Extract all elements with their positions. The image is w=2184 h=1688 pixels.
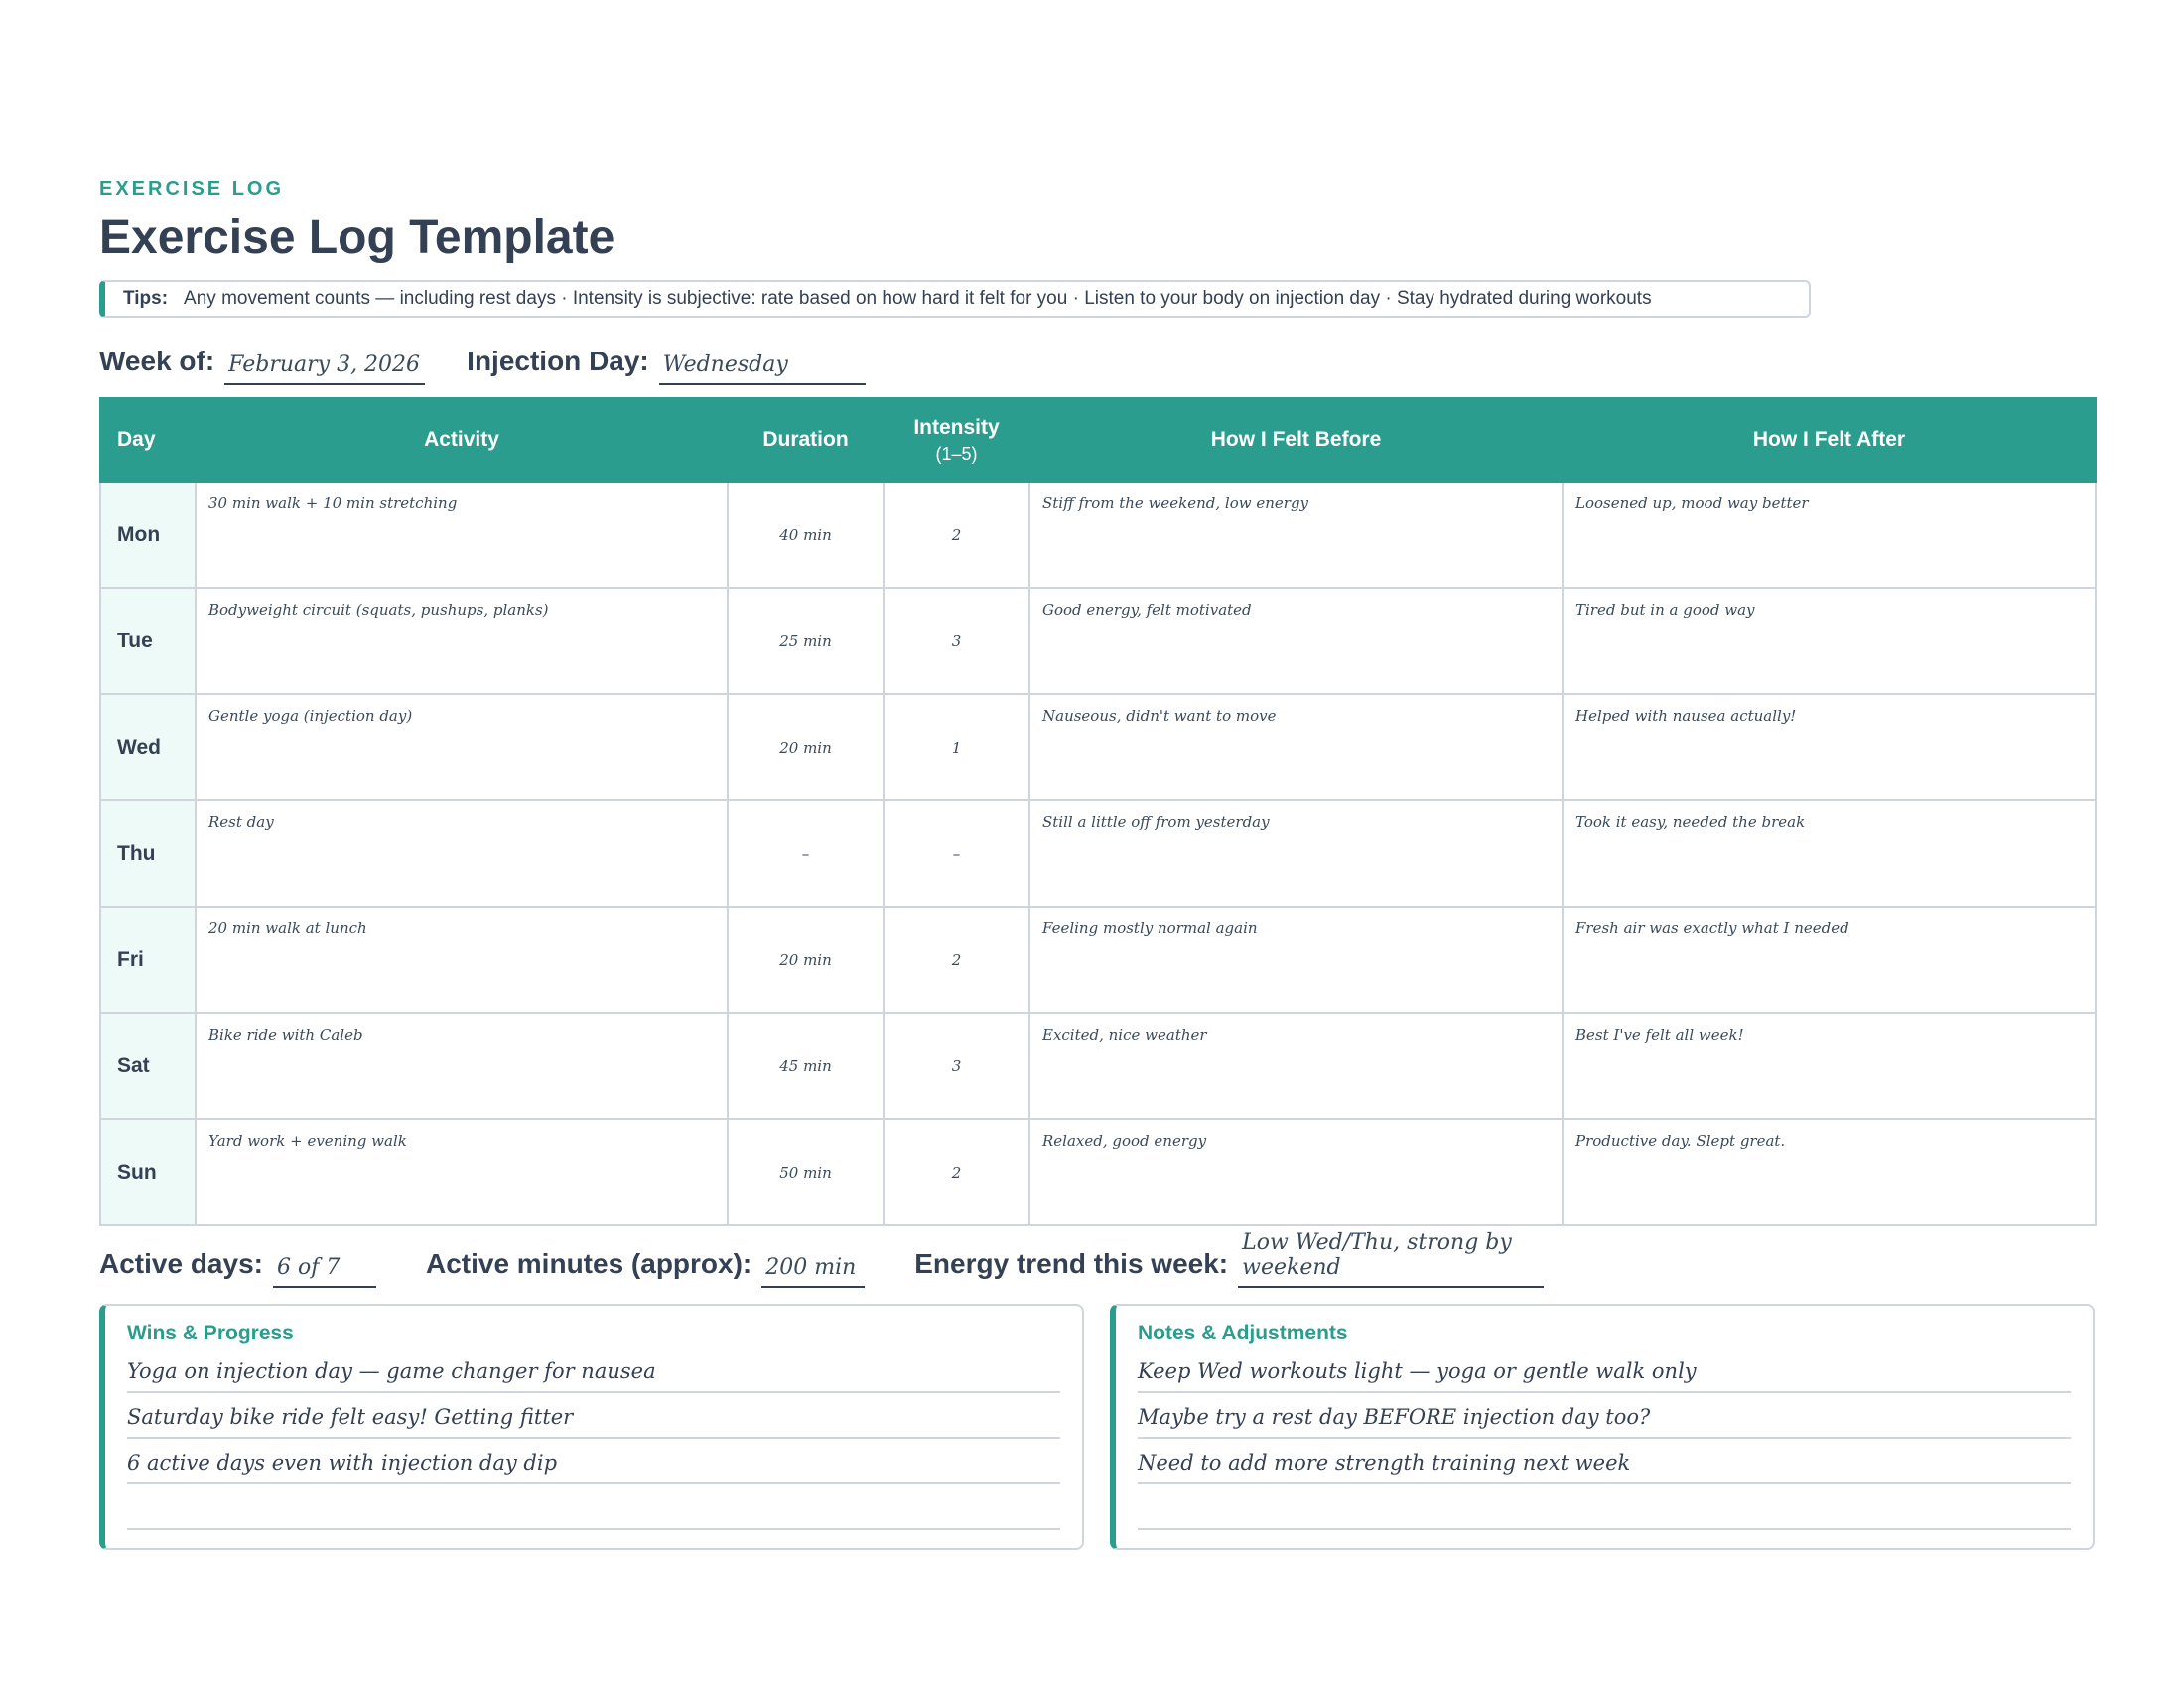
intensity-cell[interactable]: 2: [884, 907, 1029, 1013]
table-row: [100, 800, 2096, 907]
table-row: [100, 1119, 2096, 1225]
wins-line[interactable]: Yoga on injection day — game changer for nausea: [127, 1347, 1060, 1393]
active-days-group: [99, 1248, 376, 1288]
duration-cell[interactable]: 20 min: [728, 694, 884, 800]
day-cell: Fri: [100, 907, 196, 1013]
felt-before-cell[interactable]: [1029, 694, 1563, 800]
activity-cell[interactable]: [196, 694, 728, 800]
day-cell: Tue: [100, 588, 196, 694]
header-activity: Activity: [196, 398, 728, 482]
table-row: [100, 588, 2096, 694]
felt-after-entry: Best I've felt all week!: [1575, 1026, 1744, 1044]
felt-after-cell[interactable]: [1563, 482, 2096, 588]
duration-cell[interactable]: 40 min: [728, 482, 884, 588]
intensity-cell[interactable]: 2: [884, 1119, 1029, 1225]
duration-cell[interactable]: 20 min: [728, 907, 884, 1013]
felt-before-entry: Good energy, felt motivated: [1042, 601, 1252, 619]
felt-before-entry: Still a little off from yesterday: [1042, 813, 1270, 831]
header-felt-before: How I Felt Before: [1029, 398, 1563, 482]
active-minutes-label: Active minutes (approx):: [425, 1248, 752, 1279]
intensity-cell[interactable]: –: [884, 800, 1029, 907]
felt-after-entry: Fresh air was exactly what I needed: [1575, 919, 1849, 937]
felt-after-entry: Took it easy, needed the break: [1575, 813, 1806, 831]
header-day: Day: [100, 398, 196, 482]
active-days-field[interactable]: 6 of 7: [273, 1255, 376, 1288]
intensity-cell[interactable]: 3: [884, 588, 1029, 694]
energy-trend-group: [914, 1230, 1544, 1288]
table-header-row: [100, 398, 2096, 482]
duration-cell[interactable]: 45 min: [728, 1013, 884, 1119]
felt-after-cell[interactable]: [1563, 1013, 2096, 1119]
table-row: [100, 907, 2096, 1013]
day-cell: Wed: [100, 694, 196, 800]
wins-line[interactable]: 6 active days even with injection day dip: [127, 1439, 1060, 1484]
felt-after-cell[interactable]: [1563, 907, 2096, 1013]
header-duration: Duration: [728, 398, 884, 482]
felt-after-cell[interactable]: [1563, 694, 2096, 800]
activity-entry: 20 min walk at lunch: [208, 919, 367, 937]
notes-adjustments-title: Notes & Adjustments: [1138, 1322, 1348, 1344]
felt-before-cell[interactable]: [1029, 588, 1563, 694]
week-meta: [99, 332, 2095, 385]
felt-after-entry: Productive day. Slept great.: [1575, 1132, 1786, 1150]
energy-trend-field[interactable]: Low Wed/Thu, strong by weekend: [1238, 1230, 1544, 1288]
felt-before-cell[interactable]: [1029, 800, 1563, 907]
felt-before-cell[interactable]: [1029, 1013, 1563, 1119]
active-minutes-field[interactable]: 200 min: [761, 1255, 865, 1288]
notes-line[interactable]: Maybe try a rest day BEFORE injection day too?: [1138, 1393, 2071, 1439]
activity-entry: 30 min walk + 10 min stretching: [208, 494, 458, 512]
felt-before-cell[interactable]: [1029, 482, 1563, 588]
intensity-cell[interactable]: 1: [884, 694, 1029, 800]
table-row: [100, 694, 2096, 800]
day-cell: Sat: [100, 1013, 196, 1119]
activity-entry: Yard work + evening walk: [208, 1132, 407, 1150]
exercise-log-page: [99, 177, 2095, 1550]
felt-after-cell[interactable]: [1563, 588, 2096, 694]
notes-line[interactable]: [1138, 1484, 2071, 1530]
wins-line[interactable]: [127, 1484, 1060, 1530]
felt-after-entry: Tired but in a good way: [1575, 601, 1755, 619]
tips-text: Any movement counts — including rest days · Intensity is subjective: rate based on how hard it felt for you · Listen to your body on injection day · Stay hydrated during workouts: [184, 288, 1652, 309]
felt-before-entry: Relaxed, good energy: [1042, 1132, 1207, 1150]
header-intensity-scale: (1–5): [935, 443, 978, 464]
tips-label: Tips:: [123, 288, 169, 309]
page-title: Exercise Log Template: [99, 211, 615, 264]
wins-progress-box: [99, 1304, 1084, 1550]
day-cell: Mon: [100, 482, 196, 588]
activity-entry: Gentle yoga (injection day): [208, 707, 413, 725]
header-intensity: [884, 398, 1029, 482]
wins-line[interactable]: Saturday bike ride felt easy! Getting fitter: [127, 1393, 1060, 1439]
header-intensity-label: Intensity: [913, 415, 1000, 439]
activity-cell[interactable]: [196, 907, 728, 1013]
day-cell: Sun: [100, 1119, 196, 1225]
wins-progress-title: Wins & Progress: [127, 1322, 294, 1344]
activity-entry: Bike ride with Caleb: [208, 1026, 363, 1044]
felt-after-cell[interactable]: [1563, 1119, 2096, 1225]
energy-trend-label: Energy trend this week:: [914, 1248, 1229, 1279]
activity-cell[interactable]: [196, 1119, 728, 1225]
felt-after-entry: Loosened up, mood way better: [1575, 494, 1809, 512]
activity-cell[interactable]: [196, 588, 728, 694]
reflection-boxes: [99, 1304, 2095, 1550]
week-field[interactable]: February 3, 2026: [224, 352, 425, 385]
intensity-cell[interactable]: 3: [884, 1013, 1029, 1119]
duration-cell[interactable]: 50 min: [728, 1119, 884, 1225]
activity-entry: Rest day: [208, 813, 274, 831]
week-label: Week of:: [99, 346, 215, 376]
exercise-table: [99, 397, 2097, 1226]
tips-banner: [99, 280, 1811, 318]
activity-cell[interactable]: [196, 800, 728, 907]
injection-day-field[interactable]: Wednesday: [659, 352, 866, 385]
notes-adjustments-box: [1110, 1304, 2095, 1550]
activity-cell[interactable]: [196, 1013, 728, 1119]
felt-before-entry: Nauseous, didn't want to move: [1042, 707, 1277, 725]
table-row: [100, 1013, 2096, 1119]
table-row: [100, 482, 2096, 588]
felt-after-cell[interactable]: [1563, 800, 2096, 907]
duration-cell[interactable]: –: [728, 800, 884, 907]
intensity-cell[interactable]: 2: [884, 482, 1029, 588]
notes-line[interactable]: Keep Wed workouts light — yoga or gentle walk only: [1138, 1347, 2071, 1393]
felt-before-cell[interactable]: [1029, 907, 1563, 1013]
eyebrow-label: EXERCISE LOG: [99, 178, 285, 200]
felt-before-cell[interactable]: [1029, 1119, 1563, 1225]
injection-day-label: Injection Day:: [467, 346, 649, 376]
activity-entry: Bodyweight circuit (squats, pushups, planks): [208, 601, 549, 619]
duration-cell[interactable]: 25 min: [728, 588, 884, 694]
activity-cell[interactable]: [196, 482, 728, 588]
day-cell: Thu: [100, 800, 196, 907]
felt-before-entry: Feeling mostly normal again: [1042, 919, 1258, 937]
header-felt-after: How I Felt After: [1563, 398, 2096, 482]
felt-after-entry: Helped with nausea actually!: [1575, 707, 1797, 725]
active-days-label: Active days:: [99, 1248, 263, 1279]
notes-line[interactable]: Need to add more strength training next week: [1138, 1439, 2071, 1484]
felt-before-entry: Excited, nice weather: [1042, 1026, 1207, 1044]
active-minutes-group: [426, 1248, 865, 1288]
felt-before-entry: Stiff from the weekend, low energy: [1042, 494, 1309, 512]
weekly-summary: [99, 1230, 2095, 1288]
